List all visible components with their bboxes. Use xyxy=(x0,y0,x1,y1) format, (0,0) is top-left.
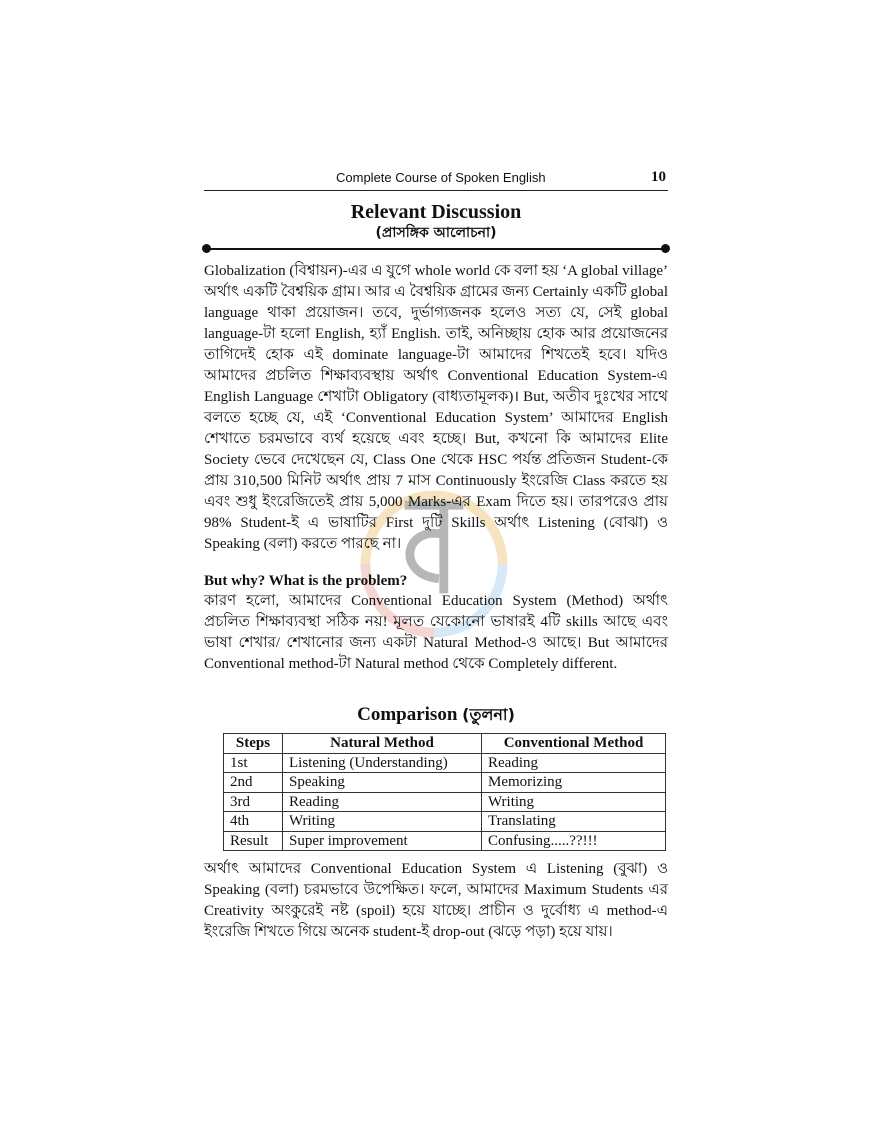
cell-conventional: Memorizing xyxy=(482,773,666,793)
divider-dot-right xyxy=(661,244,670,253)
intro-paragraph xyxy=(204,261,668,555)
page-number: 10 xyxy=(651,169,666,185)
cell-step: 2nd xyxy=(224,773,283,793)
cell-natural: Listening (Understanding) xyxy=(283,753,482,773)
cell-conventional: Writing xyxy=(482,792,666,812)
cell-natural: Super improvement xyxy=(283,831,482,851)
cell-natural: Reading xyxy=(283,792,482,812)
table-row xyxy=(224,753,666,773)
running-title: Complete Course of Spoken English xyxy=(336,170,546,185)
cell-conventional: Reading xyxy=(482,753,666,773)
table-header-row xyxy=(224,734,666,754)
divider-line xyxy=(207,248,665,250)
comparison-title-bn: (তুলনা) xyxy=(462,705,515,724)
problem-question: But why? What is the problem? xyxy=(204,573,408,589)
paragraph-1: Globalization (বিশ্বায়ন)-এর এ যুগে whole world কে বলা হয় ‘A global village’ অর্থাৎ একটি বৈশ্বয়িক গ্রাম। আর এ বৈশ্বয়িক গ্রামের জন্য Certainly একটি global language থাকা প্রয়োজন। তবে, দুর্ভাগ্যজনক হলেও সত্য যে, সেই global language-টা হলো English, হ্যাঁ English. তাই, অনিচ্ছায় হোক আর প্রয়োজনের তাগিদেই হোক এই dominate language-টা আমাদের শিখতেই হবে। যদিও আমাদের প্রচলিত শিক্ষাব্যবস্থায় অর্থাৎ Conventional Education System-এ English Language শেখাটা Obligatory (বাধ্যতামূলক)। But, অতীব দুঃখের সাথে বলতে হচ্ছে যে, এই ‘Conventional Education System’ আমাদের English শেখাতে চরমভাবে ব্যর্থ হয়েছে এবং হচ্ছে। But, কখনো কি আমাদের Elite Society ভেবে দেখেছেন যে, Class One থেকে HSC পর্যন্ত প্রতিজন Student-কে প্রায় 310,500 মিনিট অর্থাৎ প্রায় 7 মাস Continuously ইংরেজি Class করতে হয় এবং শুধু ইংরেজিতেই প্রায় 5,000 Marks-এর Exam দিতে হয়। তারপরেও প্রায় 98% Student-ই এ ভাষাটির First দুটি Skills অর্থাৎ Listening (বোঝা) ও Speaking (বলা) করতে পারছে না। xyxy=(204,263,668,552)
header-natural-method: Natural Method xyxy=(283,734,482,754)
header-steps: Steps xyxy=(224,734,283,754)
page-content xyxy=(204,168,668,943)
cell-natural: Writing xyxy=(283,812,482,832)
cell-conventional: Translating xyxy=(482,812,666,832)
paragraph-3: অর্থাৎ আমাদের Conventional Education System এ Listening (বুঝা) ও Speaking (বলা) চরমভাবে উপেক্ষিত। ফলে, আমাদের Maximum Students এর Creativity অংকুরেই নষ্ট (spoil) হয়ে যাচ্ছে। প্রাচীন ও দুর্বোধ্য এ method-এ ইংরেজি শিখতে গিয়ে অনেক student-ই drop-out (ঝড়ে পড়া) হয়ে যায়। xyxy=(204,861,668,940)
table-row xyxy=(224,792,666,812)
header-conventional-method: Conventional Method xyxy=(482,734,666,754)
cell-conventional: Confusing.....??!!! xyxy=(482,831,666,851)
cell-step: 1st xyxy=(224,753,283,773)
cell-step: 3rd xyxy=(224,792,283,812)
cell-natural: Speaking xyxy=(283,773,482,793)
cell-step: 4th xyxy=(224,812,283,832)
section-subtitle: (প্রাসঙ্গিক আলোচনা) xyxy=(375,225,497,241)
table-row xyxy=(224,812,666,832)
comparison-table xyxy=(223,733,666,851)
comparison-title: Comparison xyxy=(357,704,458,725)
section-divider xyxy=(204,243,668,255)
cell-step: Result xyxy=(224,831,283,851)
section-title: Relevant Discussion xyxy=(350,201,522,223)
table-row xyxy=(224,831,666,851)
running-header xyxy=(204,168,668,191)
comparison-heading xyxy=(204,703,668,727)
paragraph-2: কারণ হলো, আমাদের Conventional Education System (Method) অর্থাৎ প্রচলিত শিক্ষাব্যবস্থা সঠিক নয়! মূলত যেকোনো ভাষারই 4টি skills আছে এবং ভাষা শেখার/ শেখানোর জন্য একটা Natural Method-ও আছে। But আমাদের Conventional method-টা Natural method থেকে Completely different. xyxy=(204,593,668,672)
table-row xyxy=(224,773,666,793)
